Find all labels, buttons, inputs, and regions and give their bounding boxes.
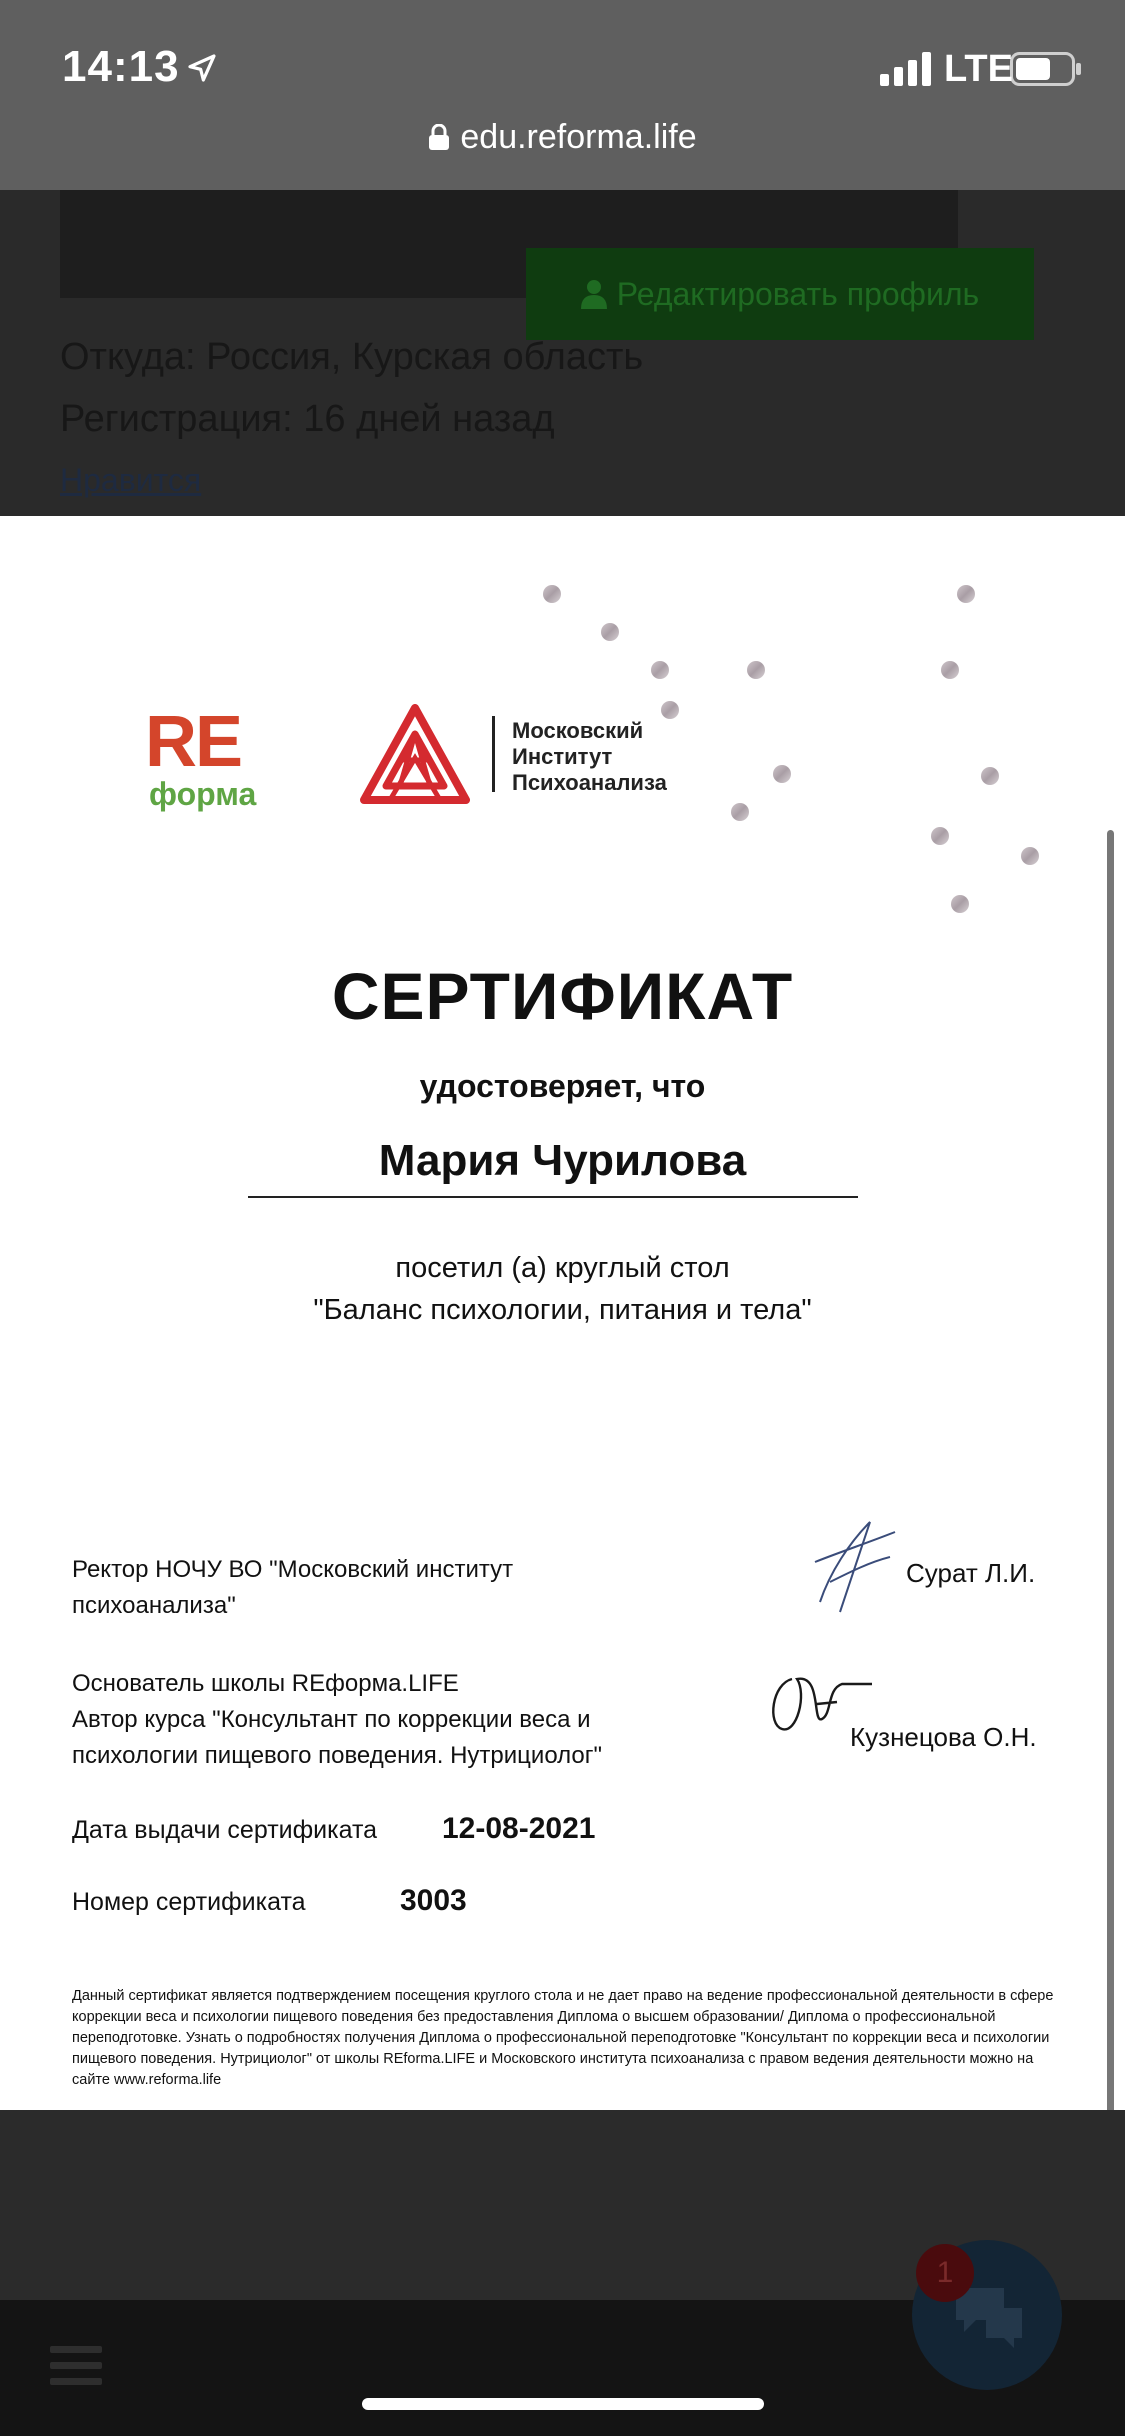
signatory1-role: [72, 1552, 513, 1624]
institute-logo-icon: [360, 704, 470, 804]
certificate-number-label: Номер сертификата: [72, 1888, 306, 1916]
edit-profile-button[interactable]: [526, 248, 1034, 340]
reforma-logo: [145, 702, 275, 816]
signatory1-name: Сурат Л.И.: [906, 1558, 1036, 1588]
network-type: LTE: [944, 48, 1013, 90]
profile-registration: Регистрация: 16 дней назад: [60, 398, 555, 440]
signatory2-role-line3: психологии пищевого поведения. Нутрициолог": [72, 1742, 603, 1769]
cellular-signal-icon: [880, 52, 936, 86]
reforma-logo-re: RE: [145, 702, 242, 782]
attended-text: посетил (а) круглый стол: [395, 1252, 730, 1284]
recipient-name: Мария Чурилова: [378, 1136, 747, 1185]
certificate-title: СЕРТИФИКАТ: [331, 959, 794, 1033]
user-icon: [581, 279, 607, 309]
location-arrow-icon: [186, 52, 218, 84]
reforma-logo-sub: форма: [149, 776, 257, 812]
signatory2-name: Кузнецова О.Н.: [850, 1722, 1037, 1752]
signatory1-role-line1: Ректор НОЧУ ВО "Московский институт: [72, 1556, 514, 1583]
scrollbar[interactable]: [1107, 830, 1114, 2250]
profile-location: Откуда: Россия, Курская область: [60, 336, 644, 378]
like-link[interactable]: Нравится: [60, 462, 202, 498]
certificate-number-value: 3003: [400, 1884, 467, 1917]
institute-name-line3: Психоанализа: [512, 770, 667, 795]
clock: 14:13: [62, 42, 180, 91]
battery-icon: [1010, 52, 1082, 86]
disclaimer-text: Данный сертификат является подтверждением посещения круглого стола и не дает право на ведение профессиональной деятельности в сфере коррекции веса и психологии пищевого поведения без предоставления Диплома о высшем образовании/ Диплома о профессиональной переподготовке. Узнать о подробностях получения Диплома о профессиональной переподготовке "Консультант по коррекции веса и психологии пищевого поведения. Нутрициолог" от школы REforma.LIFE и Московского института психоанализа с правом ведения деятельности можно на сайте www.reforma.life: [72, 1988, 1054, 2088]
event-name: "Баланс психологии, питания и тела": [313, 1294, 812, 1326]
logo-divider: [492, 716, 495, 792]
home-indicator[interactable]: [362, 2398, 764, 2410]
issue-date-value: 12-08-2021: [442, 1812, 596, 1845]
edit-profile-label: Редактировать профиль: [616, 276, 980, 312]
lock-icon: [428, 124, 450, 150]
address-bar[interactable]: [0, 118, 1125, 157]
certifies-text: удостоверяет, что: [419, 1068, 706, 1104]
chat-notification-badge: 1: [916, 2244, 974, 2302]
signature-1-icon: [800, 1512, 910, 1622]
status-bar: [0, 0, 1125, 190]
url-text: edu.reforma.life: [460, 118, 697, 156]
institute-name: [512, 718, 667, 796]
signatory2-role-line1: Основатель школы REформа.LIFE: [72, 1670, 459, 1697]
signatory2-role: [72, 1666, 602, 1774]
signatory1-role-line2: психоанализа": [72, 1592, 236, 1619]
name-underline: [248, 1196, 858, 1198]
certificate-image[interactable]: [0, 516, 1125, 2110]
signatory2-role-line2: Автор курса "Консультант по коррекции веса и: [72, 1706, 591, 1733]
hamburger-menu-icon[interactable]: [46, 2336, 106, 2396]
institute-name-line2: Институт: [512, 744, 613, 769]
institute-name-line1: Московский: [512, 718, 644, 743]
issue-date-label: Дата выдачи сертификата: [72, 1816, 378, 1844]
